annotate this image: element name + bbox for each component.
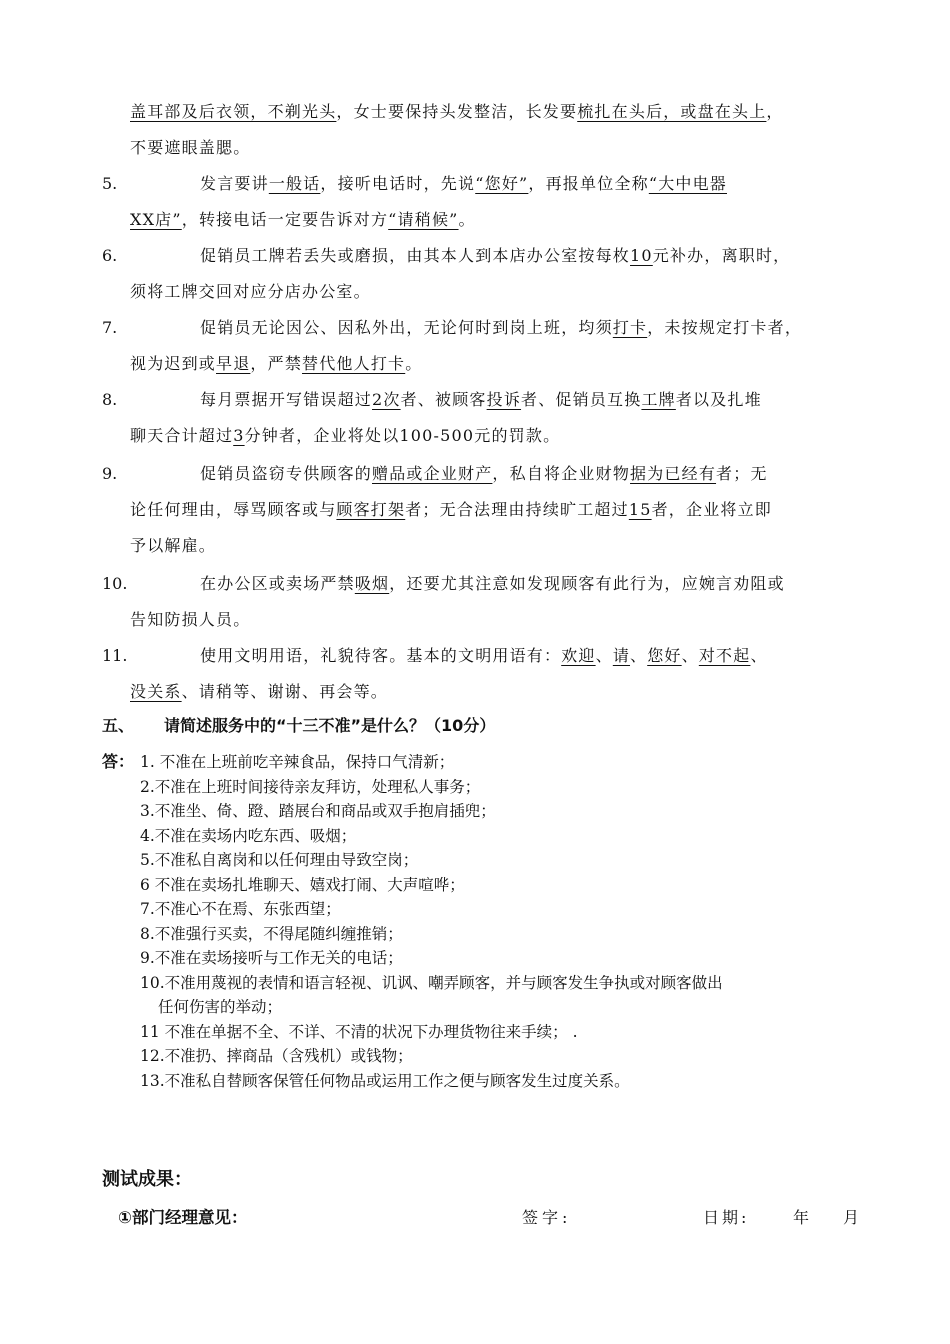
answer-item: 11 不准在单据不全、不详、不清的状况下办理货物往来手续； . bbox=[140, 1022, 578, 1041]
section-5-question: 请简述服务中的“十三不准”是什么？（10分） bbox=[164, 716, 496, 735]
item-7-number: 7. bbox=[102, 318, 118, 337]
answer-item: 4.不准在卖场内吃东西、吸烟； bbox=[140, 826, 357, 845]
item-5-number: 5. bbox=[102, 174, 118, 193]
year-label: 年 bbox=[793, 1208, 810, 1227]
answer-item: 2.不准在上班时间接待亲友拜访，处理私人事务； bbox=[140, 777, 481, 796]
answer-item: 12.不准扔、摔商品（含残机）或钱物； bbox=[140, 1047, 413, 1065]
answer-item: 3.不准坐、倚、蹬、踏展台和商品或双手抱肩插兜； bbox=[140, 802, 496, 820]
answer-item: 13.不准私自替顾客保管任何物品或运用工作之便与顾客发生过度关系。 bbox=[140, 1071, 630, 1090]
answer-item: 8.不准强行买卖，不得尾随纠缠推销； bbox=[140, 924, 403, 943]
result-title: 测试成果： bbox=[102, 1169, 192, 1190]
answer-item-continuation: 任何伤害的举动； bbox=[158, 998, 283, 1016]
answer-item: 5.不准私自离岗和以任何理由导致空岗； bbox=[140, 851, 419, 869]
answer-list bbox=[140, 750, 860, 1093]
answer-item: 9.不准在卖场接听与工作无关的电话； bbox=[140, 949, 403, 967]
item-8: 每月票据开写错误超过2次者、被顾客投诉者、促销员互换工牌者以及扎堆 聊天合计超过3分钟者，企业将处以100-500元的罚款。 bbox=[130, 390, 762, 445]
answer-item: 10.不准用蔑视的表情和语言轻视、讥讽、嘲弄顾客，并与顾客发生争执或对顾客做出 bbox=[140, 973, 723, 992]
item-9: 促销员盗窃专供顾客的赠品或企业财产，私自将企业财物据为已经有者；无 论任何理由，辱骂顾客或与顾客打架者；无合法理由持续旷工超过15者，企业将立即 予以解雇。 bbox=[130, 464, 772, 555]
date-label: 日期: bbox=[703, 1208, 750, 1227]
item-11: 使用文明用语，礼貌待客。基本的文明用语有：欢迎、请、您好、对不起、 没关系、请稍等、谢谢、再会等。 bbox=[130, 646, 768, 701]
manager-opinion-label: ①部门经理意见： bbox=[118, 1208, 248, 1227]
section-5-heading bbox=[102, 712, 495, 740]
month-label: 月 bbox=[843, 1208, 860, 1227]
answer-label: 答： bbox=[102, 752, 135, 771]
item-6: 促销员工牌若丢失或磨损，由其本人到本店办公室按每枚10元补办，离职时， 须将工牌交回对应分店办公室。 bbox=[130, 246, 791, 301]
section-5-label: 五、 bbox=[102, 716, 135, 735]
answer-item: 6 不准在卖场扎堆聊天、嬉戏打闹、大声喧哗； bbox=[140, 875, 465, 894]
item-4-continuation: 盖耳部及后衣领，不剃光头，女士要保持头发整洁，长发要梳扎在头后，或盘在头上， 不要遮眼盖腮。 bbox=[130, 102, 784, 157]
item-7: 促销员无论因公、因私外出，无论何时到岗上班，均须打卡，未按规定打卡者， 视为迟到或早退，严禁替代他人打卡。 bbox=[130, 318, 803, 373]
item-9-number: 9. bbox=[102, 464, 118, 483]
item-10-number: 10. bbox=[102, 574, 128, 593]
item-10: 在办公区或卖场严禁吸烟，还要尤其注意如发现顾客有此行为，应婉言劝阻或 告知防损人员。 bbox=[130, 574, 785, 629]
answer-item: 1. 不准在上班前吃辛辣食品，保持口气清新； bbox=[140, 753, 455, 771]
answer-item: 7.不准心不在焉、东张西望； bbox=[140, 900, 341, 918]
item-11-number: 11. bbox=[102, 646, 128, 665]
item-5: 发言要讲一般话，接听电话时，先说“您好”，再报单位全称“大中电器 XX店”，转接电话一定要告诉对方“请稍候”。 bbox=[130, 174, 727, 229]
item-8-number: 8. bbox=[102, 390, 118, 409]
signature-label: 签字: bbox=[522, 1208, 572, 1227]
item-6-number: 6. bbox=[102, 246, 118, 265]
